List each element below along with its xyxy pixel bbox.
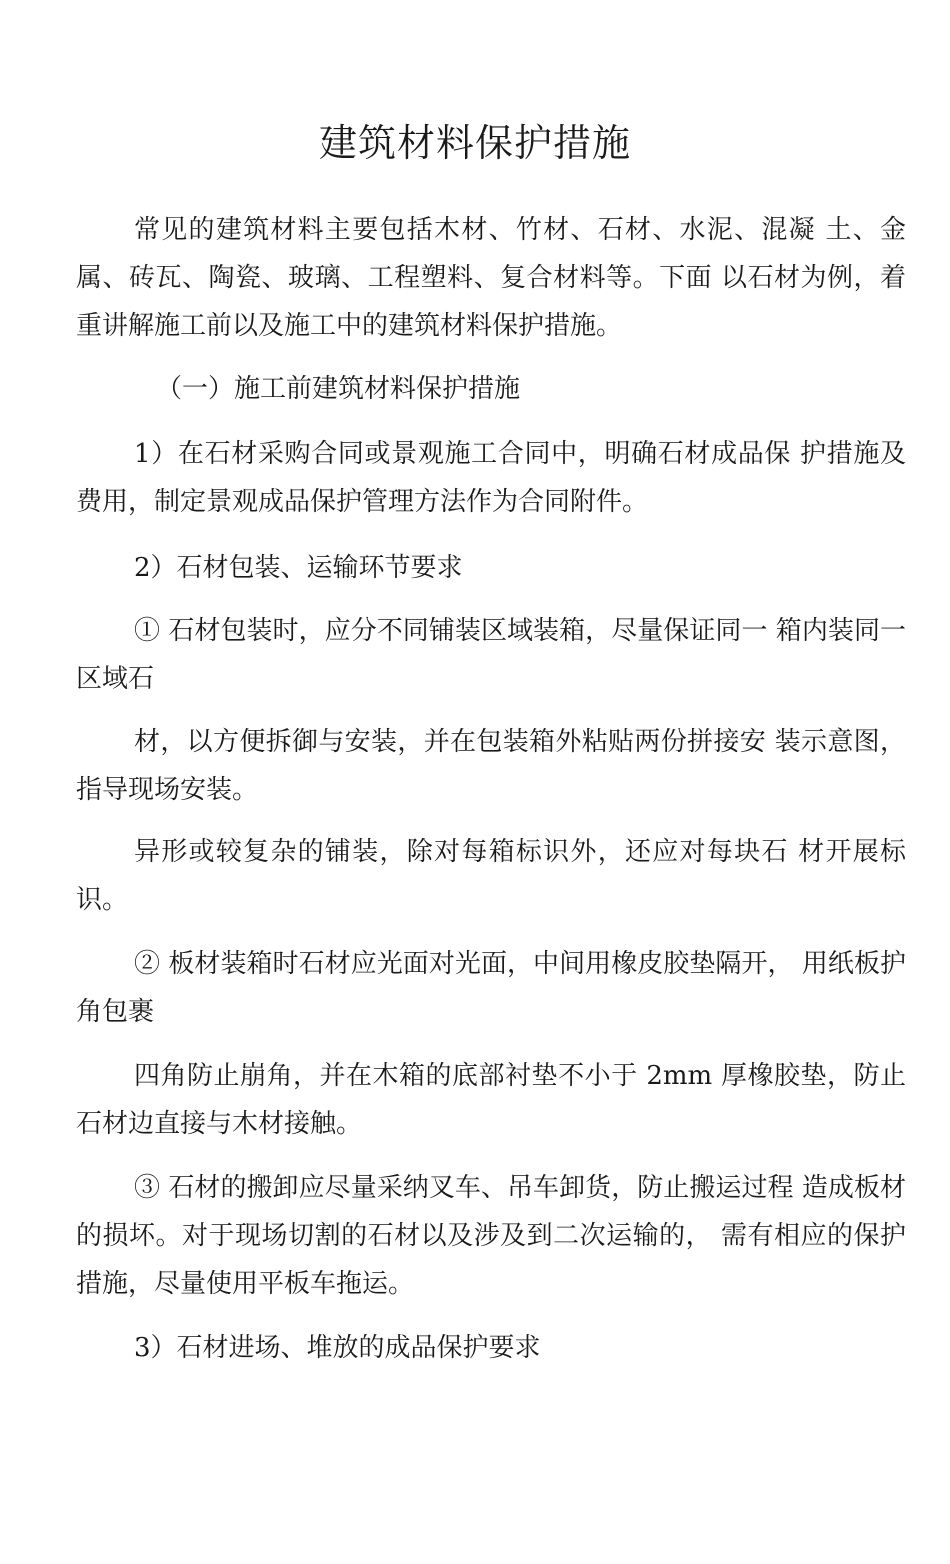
document-title: 建筑材料保护措施	[318, 121, 631, 165]
paragraph-subitem-2: ② 板材装箱时石材应光面对光面，中间用橡皮胶垫隔开， 用纸板护角包裹	[76, 949, 906, 1027]
paragraph-subitem-2-continued: 四角防止崩角，并在木箱的底部衬垫不小于 2mm 厚橡胶垫，防止石材边直接与木材接触。	[76, 1061, 906, 1139]
section-heading-pre-construction: （一）施工前建筑材料保护措施	[156, 374, 521, 404]
paragraph-subitem-1: ① 石材包装时，应分不同铺装区域装箱，尽量保证同一 箱内装同一区域石	[76, 616, 906, 694]
paragraph-intro: 常见的建筑材料主要包括木材、竹材、石材、水泥、混凝 土、金属、砖瓦、陶瓷、玻璃、工程塑料、复合材料等。下面 以石材为例，着重讲解施工前以及施工中的建筑材料保护措施。	[76, 215, 906, 341]
paragraph-item-3-heading: 3）石材进场、堆放的成品保护要求	[134, 1333, 541, 1363]
paragraph-item-2-heading: 2）石材包装、运输环节要求	[134, 553, 463, 583]
paragraph-subitem-3: ③ 石材的搬卸应尽量采纳叉车、吊车卸货，防止搬运过程 造成板材的损坏。对于现场切割的石材以及涉及到二次运输的， 需有相应的保护措施，尽量使用平板车拖运。	[76, 1173, 906, 1299]
paragraph-subitem-1-continued: 材，以方便拆御与安装，并在包装箱外粘贴两份拼接安 装示意图，指导现场安装。	[76, 727, 906, 805]
paragraph-item-1: 1）在石材采购合同或景观施工合同中，明确石材成品保 护措施及费用，制定景观成品保护管理方法作为合同附件。	[76, 439, 906, 517]
paragraph-irregular-paving: 异形或较复杂的铺装，除对每箱标识外，还应对每块石 材开展标识。	[76, 837, 906, 915]
